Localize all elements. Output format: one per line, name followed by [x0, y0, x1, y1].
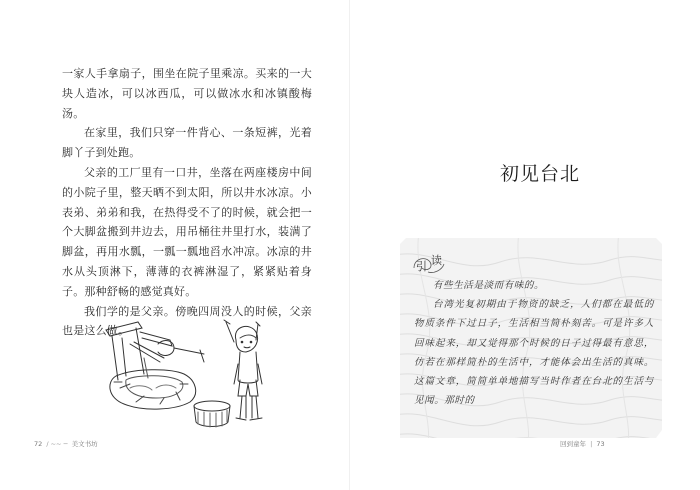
running-title: 回到童年 — [560, 440, 586, 448]
paragraph-1: 一家人手拿扇子，围坐在院子里乘凉。买来的一大块人造冰，可以冰西瓜，可以做冰水和冰镇酸梅汤。 — [62, 67, 312, 120]
guide-label-yin: 引 — [416, 260, 427, 273]
guide-label — [412, 252, 448, 274]
guide-paragraph-1: 有些生活是淡而有味的。 — [433, 280, 545, 291]
paragraph-3: 父亲的工厂里有一口井，坐落在两座楼房中间的小院子里，整天晒不到太阳，所以井水冰凉。小表弟、弟弟和我，在热得受不了的时候，就会把一个大脚盆搬到井边去，用吊桶往井里打水，装满了脚盆，再用水瓢，一瓢一瓢地舀水冲凉。冰凉的井水从头顶淋下，薄薄的衣裤淋湿了，紧紧贴着身子。那种舒畅的感觉真好。 — [62, 165, 312, 298]
guide-text — [414, 276, 654, 410]
reading-guide-box — [400, 236, 662, 438]
series-name: 美文书坊 — [71, 440, 98, 448]
right-page-number: 73 — [596, 440, 605, 448]
left-page-number: 72 — [34, 440, 43, 448]
body-text — [62, 64, 312, 341]
folio-divider: | — [590, 440, 593, 448]
paragraph-4: 我们学的是父亲。傍晚四周没人的时候，父亲也是这么做。 — [62, 304, 312, 338]
guide-label-du: 读 — [431, 254, 442, 267]
well-illustration — [100, 318, 300, 436]
left-folio — [34, 439, 98, 448]
guide-paragraph-2: 台湾光复初期由于物资的缺乏，人们都在最低的物质条件下过日子，生活相当简朴刻苦。可是许多人回味起来，却又觉得那个时候的日子过得最有意思，仿若在那样简朴的生活中，才能体会出生活的真味。这篇文章，简简单单地描写当时作者在台北的生活与见闻。那时的 — [414, 299, 654, 407]
right-folio — [560, 439, 605, 448]
paragraph-2: 在家里，我们只穿一件背心、一条短裤，光着脚丫子到处跑。 — [62, 126, 312, 160]
chapter-title: 初见台北 — [499, 163, 580, 185]
folio-ornament-icon: / ~~ ─ — [46, 440, 68, 448]
